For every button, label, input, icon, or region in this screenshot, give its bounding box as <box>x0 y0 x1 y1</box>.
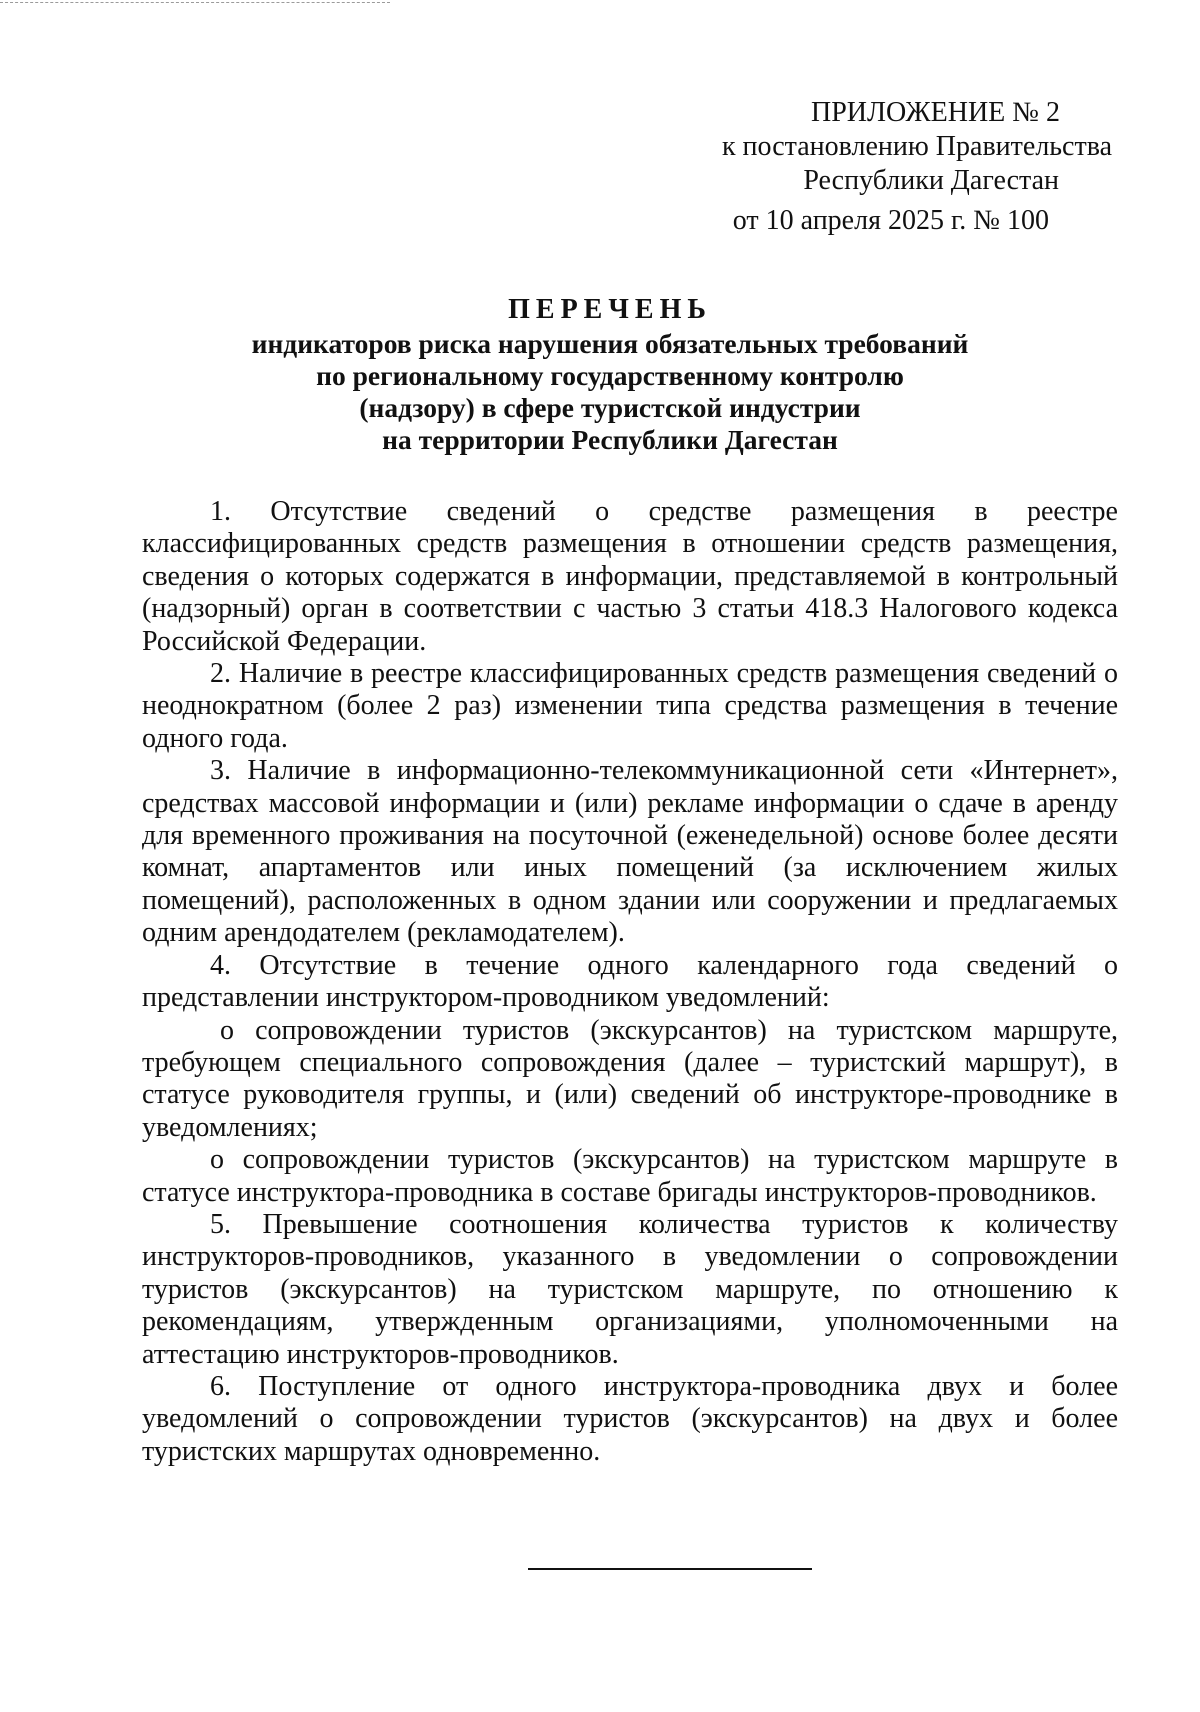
item-2: 2. Наличие в реестре классифицированных средств размещения сведений о неоднократном (более 2 раз) изменении типа средства размещения в течение одного года. <box>142 658 1118 754</box>
annex-header <box>700 96 1140 238</box>
item-3: 3. Наличие в информационно-телекоммуникационной сети «Интернет», средствах массовой информации и (или) рекламе информации о сдаче в аренду для временного проживания на посуточной (еженедельной) основе более десяти комнат, апартаментов или иных помещений (за исключением жилых помещений), расположенных в одном здании или сооружении и предлагаемых одним арендодателем (рекламодателем). <box>142 755 1118 949</box>
item-4-subitem-1: о сопровождении туристов (экскурсантов) на туристском маршруте, требующем специального сопровождения (далее – туристский маршрут), в статусе руководителя группы, и (или) сведений об инструкторе-проводнике в уведомлениях; <box>142 1014 1118 1143</box>
scan-edge-dash <box>0 2 390 3</box>
title-line-4: на территории Республики Дагестан <box>382 424 838 455</box>
item-1: 1. Отсутствие сведений о средстве размещения в реестре классифицированных средств размещения в отношении средств размещения, сведения о которых содержатся в информации, представляемой в контрольный (надзорный) орган в соответствии с частью 3 статьи 418.3 Налогового кодекса Российской Федерации. <box>142 496 1118 657</box>
item-6: 6. Поступление от одного инструктора-проводника двух и более уведомлений о сопровождении туристов (экскурсантов) на двух и более туристских маршрутах одновременно. <box>142 1370 1118 1467</box>
annex-reference: к постановлению Правительства <box>721 131 1112 162</box>
end-separator-line <box>528 1568 812 1570</box>
document-title <box>140 294 1080 456</box>
title-heading: ПЕРЕЧЕНЬ <box>508 294 712 325</box>
item-5: 5. Превышение соотношения количества туристов к количеству инструкторов-проводников, указанного в уведомлении о сопровождении туристов (экскурсантов) на туристском маршруте, по отношению к рекомендациям, утвержденным организациями, уполномоченными на аттестацию инструкторов-проводников. <box>142 1208 1118 1370</box>
title-line-2: по региональному государственному контролю <box>316 360 904 391</box>
item-4: 4. Отсутствие в течение одного календарного года сведений о представлении инструктором-проводником уведомлений: <box>142 949 1118 1014</box>
document-body <box>142 496 1118 1468</box>
annex-number: ПРИЛОЖЕНИЕ № 2 <box>811 97 1060 128</box>
title-line-3: (надзору) в сфере туристской индустрии <box>359 392 861 423</box>
annex-date: от 10 апреля 2025 г. № 100 <box>732 205 1049 236</box>
title-line-1: индикаторов риска нарушения обязательных требований <box>251 328 969 359</box>
annex-region: Республики Дагестан <box>803 165 1059 196</box>
item-4-subitem-2: о сопровождении туристов (экскурсантов) на туристском маршруте в статусе инструктора-проводника в составе бригады инструкторов-проводников. <box>142 1144 1118 1208</box>
